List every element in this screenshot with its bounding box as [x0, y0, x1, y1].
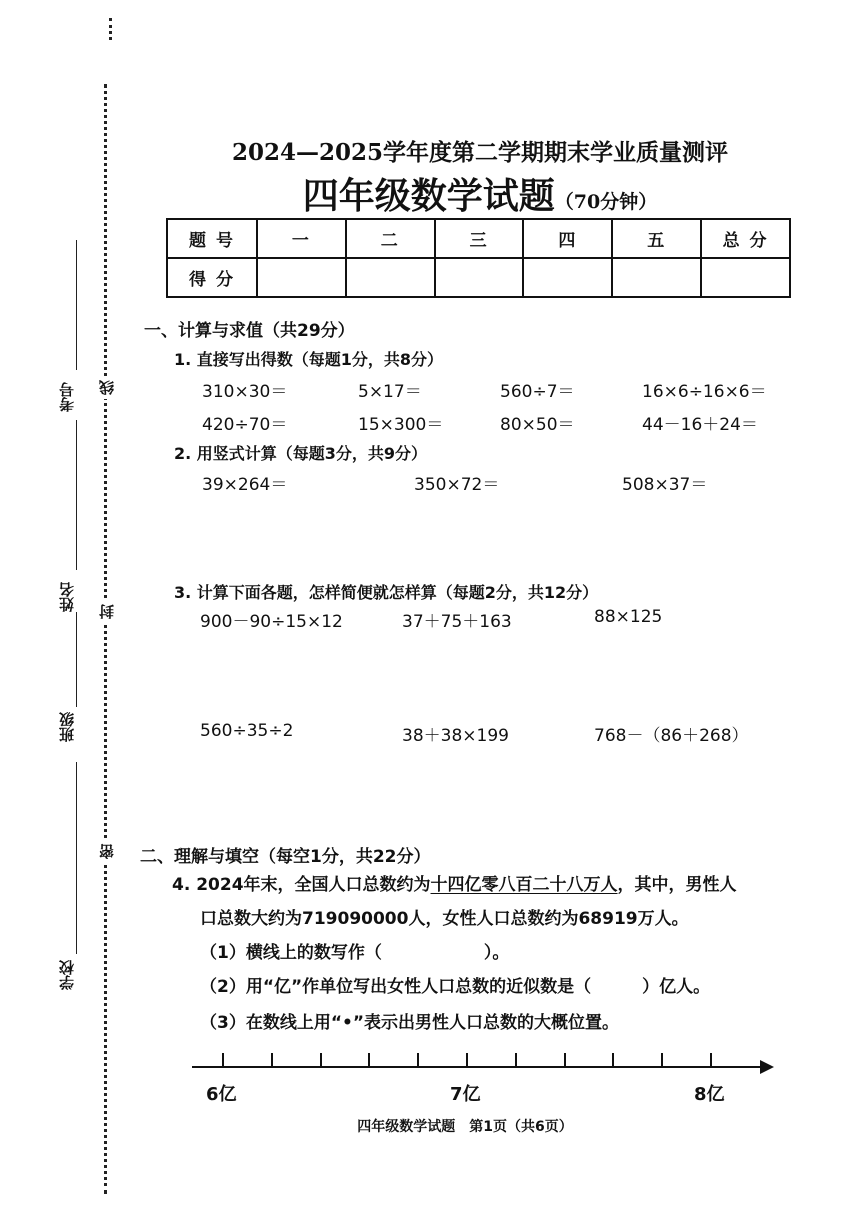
- q2-title: 2. 用竖式计算（每题3分，共9分）: [174, 444, 428, 463]
- q1-item-8: 44－16＋24＝: [642, 415, 758, 435]
- q3-item-1: 900－90÷15×12: [200, 612, 343, 632]
- score-cell-2[interactable]: [346, 258, 435, 297]
- number-line-tick: [515, 1053, 517, 1066]
- q1-item-3: 560÷7＝: [500, 382, 575, 402]
- exam-title: [0, 168, 860, 219]
- number-line-tick: [466, 1053, 468, 1066]
- number-line-tick: [271, 1053, 273, 1066]
- class-blank[interactable]: [76, 612, 77, 707]
- score-header-label: 题 号: [167, 219, 257, 258]
- name-label: 姓名: [58, 582, 76, 612]
- binding-word-secret: 密: [96, 840, 117, 863]
- score-header-total: 总 分: [701, 219, 790, 258]
- q3-title: 3. 计算下面各题，怎样简便就怎样算（每题2分，共12分）: [174, 583, 599, 602]
- score-table: [166, 218, 791, 298]
- exam-term-heading: 2024—2025学年度第二学期期末学业质量测评: [231, 139, 729, 166]
- q1-item-5: 420÷70＝: [202, 415, 288, 435]
- binding-dots-top: [109, 18, 112, 40]
- q3-item-4: 560÷35÷2: [200, 721, 294, 741]
- binding-word-line: 线: [96, 376, 117, 399]
- score-cell-1[interactable]: [257, 258, 346, 297]
- number-line-tick: [222, 1053, 224, 1066]
- section2-title: 二、理解与填空（每空1分，共22分）: [140, 847, 431, 867]
- q3-item-6: 768－（86＋268）: [594, 726, 749, 746]
- binding-dotted-line: [104, 84, 107, 1194]
- q3-item-2: 37＋75＋163: [402, 612, 512, 632]
- q4-sub2: （2）用“亿”作单位写出女性人口总数的近似数是（ ）亿人。: [200, 977, 711, 997]
- score-row-label: 得 分: [167, 258, 257, 297]
- exam-title-main: 四年级数学试题: [302, 175, 555, 217]
- q1-item-6: 15×300＝: [358, 415, 444, 435]
- q2-item-2: 350×72＝: [414, 475, 500, 495]
- number-line-tick: [320, 1053, 322, 1066]
- number-line-label-6yi: 6亿: [206, 1084, 237, 1105]
- q4-line1: [172, 870, 737, 900]
- q4-underlined-number: 十四亿零八百二十八万人: [430, 875, 618, 895]
- q2-item-1: 39×264＝: [202, 475, 288, 495]
- score-cell-4[interactable]: [523, 258, 612, 297]
- score-header-2: 二: [346, 219, 435, 258]
- school-label: 学校: [58, 960, 76, 990]
- page-footer: 四年级数学试题 第1页（共6页）: [357, 1119, 573, 1135]
- score-header-5: 五: [612, 219, 701, 258]
- q1-title: 1. 直接写出得数（每题1分，共8分）: [174, 350, 444, 369]
- class-label: 班级: [58, 712, 76, 742]
- number-line-tick: [417, 1053, 419, 1066]
- q1-item-1: 310×30＝: [202, 382, 288, 402]
- q4-sub1: （1）横线上的数写作（ ）。: [200, 943, 510, 963]
- name-blank[interactable]: [76, 420, 77, 570]
- score-header-3: 三: [435, 219, 524, 258]
- q4-sub3: （3）在数线上用“•”表示出男性人口总数的大概位置。: [200, 1013, 620, 1033]
- exam-number-blank[interactable]: [76, 240, 77, 370]
- school-blank[interactable]: [76, 762, 77, 954]
- score-header-1: 一: [257, 219, 346, 258]
- q4-line1-post: ，其中，男性人: [617, 875, 737, 895]
- number-line-tick: [368, 1053, 370, 1066]
- q4-line2: 口总数大约为719090000人，女性人口总数约为68919万人。: [200, 909, 689, 929]
- number-line-label-8yi: 8亿: [694, 1084, 725, 1105]
- number-line-arrow-icon: [760, 1060, 774, 1074]
- q1-item-2: 5×17＝: [358, 382, 422, 402]
- score-cell-total[interactable]: [701, 258, 790, 297]
- number-line-tick: [710, 1053, 712, 1066]
- score-cell-5[interactable]: [612, 258, 701, 297]
- number-line-tick: [661, 1053, 663, 1066]
- q3-item-5: 38＋38×199: [402, 726, 509, 746]
- number-line[interactable]: [192, 1066, 762, 1068]
- number-line-label-7yi: 7亿: [450, 1084, 481, 1105]
- exam-number-label: 考号: [58, 382, 76, 412]
- q1-item-4: 16×6÷16×6＝: [642, 382, 767, 402]
- q2-item-3: 508×37＝: [622, 475, 708, 495]
- section1-title: 一、计算与求值（共29分）: [144, 321, 355, 341]
- q4-line1-pre: 4. 2024年末，全国人口总数约为: [172, 875, 431, 895]
- binding-word-seal: 封: [96, 600, 117, 623]
- number-line-tick: [612, 1053, 614, 1066]
- score-header-4: 四: [523, 219, 612, 258]
- number-line-tick: [564, 1053, 566, 1066]
- exam-duration: （70分钟）: [554, 191, 658, 213]
- q3-item-3: 88×125: [594, 607, 663, 627]
- q1-item-7: 80×50＝: [500, 415, 575, 435]
- score-cell-3[interactable]: [435, 258, 524, 297]
